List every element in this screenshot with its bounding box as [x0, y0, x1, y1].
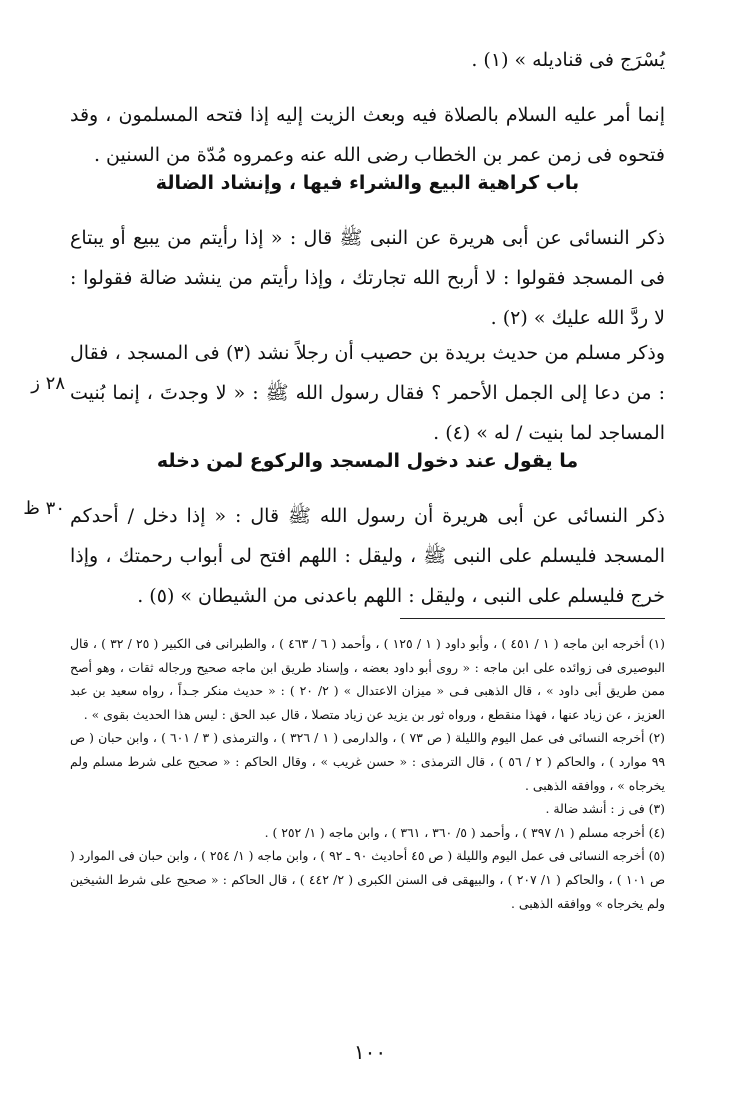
footnotes — [70, 632, 665, 915]
footnote — [70, 797, 665, 821]
paragraph-muslim-hadith: وذكر مسلم من حديث بريدة بن حصيب أن رجلاً نشد (٣) فى المسجد ، فقال : من دعا إلى الجمل الأحمر ؟ فقال رسول الله ﷺ : « لا وجدتَ ، إنما بُنيت المساجد لما بنيت / له » (٤) . — [70, 342, 665, 444]
section-heading-entering-mosque: ما يقول عند دخول المسجد والركوع لمن دخله — [156, 450, 579, 472]
paragraph-continuation: يُسْرَج فى قناديله » (١) . — [471, 49, 665, 71]
section-heading-selling-in-mosques: باب كراهية البيع والشراء فيها ، وإنشاد الضالة — [155, 172, 580, 194]
paragraph-nasai-hadith: ذكر النسائى عن أبى هريرة عن النبى ﷺ قال : « إذا رأيتم من يبيع أو يبتاع فى المسجد فقولوا : لا أربح الله تجارتك ، وإذا رأيتم من ينشد ضالة فقولوا : لا ردَّ الله عليك » (٢) . — [70, 227, 665, 329]
footnote-text: ( ص ٩٩ موارد ) ، والحاكم ( ٢ / ٥٦ ) ، قال الترمذى : « حسن غريب » ، وقال الحاكم : « صحيح على شرط مسلم ولم يخرجاه » ، ووافقه الذهبى . — [70, 730, 665, 793]
footnote-text: (٣) فى ز : أنشد ضالة . — [545, 801, 665, 817]
footnote-text: الموارد ( ص ١٠١ ) ، والحاكم ( ١/ ٢٠٧ ) ، والبيهقى فى السنن الكبرى ( ٢/ ٤٤٢ ) ، قال الحاكم : « صحيح على شرط الشيخين ولم يخرجاه » ووافقه الذهبى . — [70, 848, 666, 911]
paragraph-explanation: إنما أمر عليه السلام بالصلاة فيه وبعث الزيت إليه إذا فتحه المسلمون ، وقد فتحوه فى زمن عمر بن الخطاب رضى الله عنه وعمروه مُدّة من السنين . — [70, 104, 665, 166]
footnote — [70, 632, 665, 726]
footnote — [70, 726, 665, 797]
paragraph-entering-hadith: ذكر النسائى عن أبى هريرة أن رسول الله ﷺ قال : « إذا دخل / أحدكم المسجد فليسلم على النبى ﷺ ، وليقل : اللهم افتح لى أبواب رحمتك ، وإذا خرج فليسلم على النبى ، وليقل : اللهم باعدنى من الشيطان » (٥) . — [70, 505, 665, 607]
footnote-text: (٢) أخرجه النسائى فى عمل اليوم والليلة ( ص ٧٣ ) ، والدارمى ( ١ / ٣٢٦ ) ، والترمذى ( ٣ / ٦٠١ ) ، وابن حبان — [98, 730, 665, 746]
footnote — [70, 821, 665, 845]
margin-folio-marker: ٣٠ ظ — [23, 498, 65, 519]
footnote-text: (١) أخرجه ابن ماجه ( ١ / ٤٥١ ) ، وأبو داود ( ١ / ١٢٥ ) ، وأحمد ( ٦ / ٤٦٣ ) ، والطبرانى فى الكبير ( ٢٥ / — [127, 636, 665, 651]
footnote-text: (٤) أخرجه مسلم ( ١/ ٣٩٧ ) ، وأحمد ( ٥/ ٣٦٠ ، ٣٦١ ) ، وابن ماجه ( ١/ ٢٥٢ ) . — [264, 824, 665, 840]
footnote-text: (٥) أخرجه النسائى فى عمل اليوم والليلة ( ص ٤٥ أحاديث ٩٠ ـ ٩٢ ) ، وابن ماجه ( ١/ ٢٥٤ ) ، وابن حبان فى — [118, 848, 666, 864]
footnote-separator — [400, 618, 665, 619]
footnote-text: ٣٢ ) ، قال البوصيرى فى زوائده على ابن ماجه : « روى أبو داود بعضه ، وإسناد طريق ابن ماجه صحيح ورجاله ثقات ، وهو أصح ممن طريق أبى داود » ، قال الذهبى فـى « ميزان الاعتدال » ( ٢/ ٢٠ ) : « حديث منكر جـداً ، رواه سعيد بن عبد العزيز ، عن زياد عنها ، فهذا منقطع ، ورواه ثور بن يزيد عن زياد متصلا ، قال عبد الحق : ليس هذا الحديث بقوى » . — [70, 636, 665, 722]
margin-folio-marker: ٢٨ ز — [31, 373, 65, 394]
page-number: ١٠٠ — [353, 1040, 387, 1064]
footnote — [70, 844, 665, 915]
